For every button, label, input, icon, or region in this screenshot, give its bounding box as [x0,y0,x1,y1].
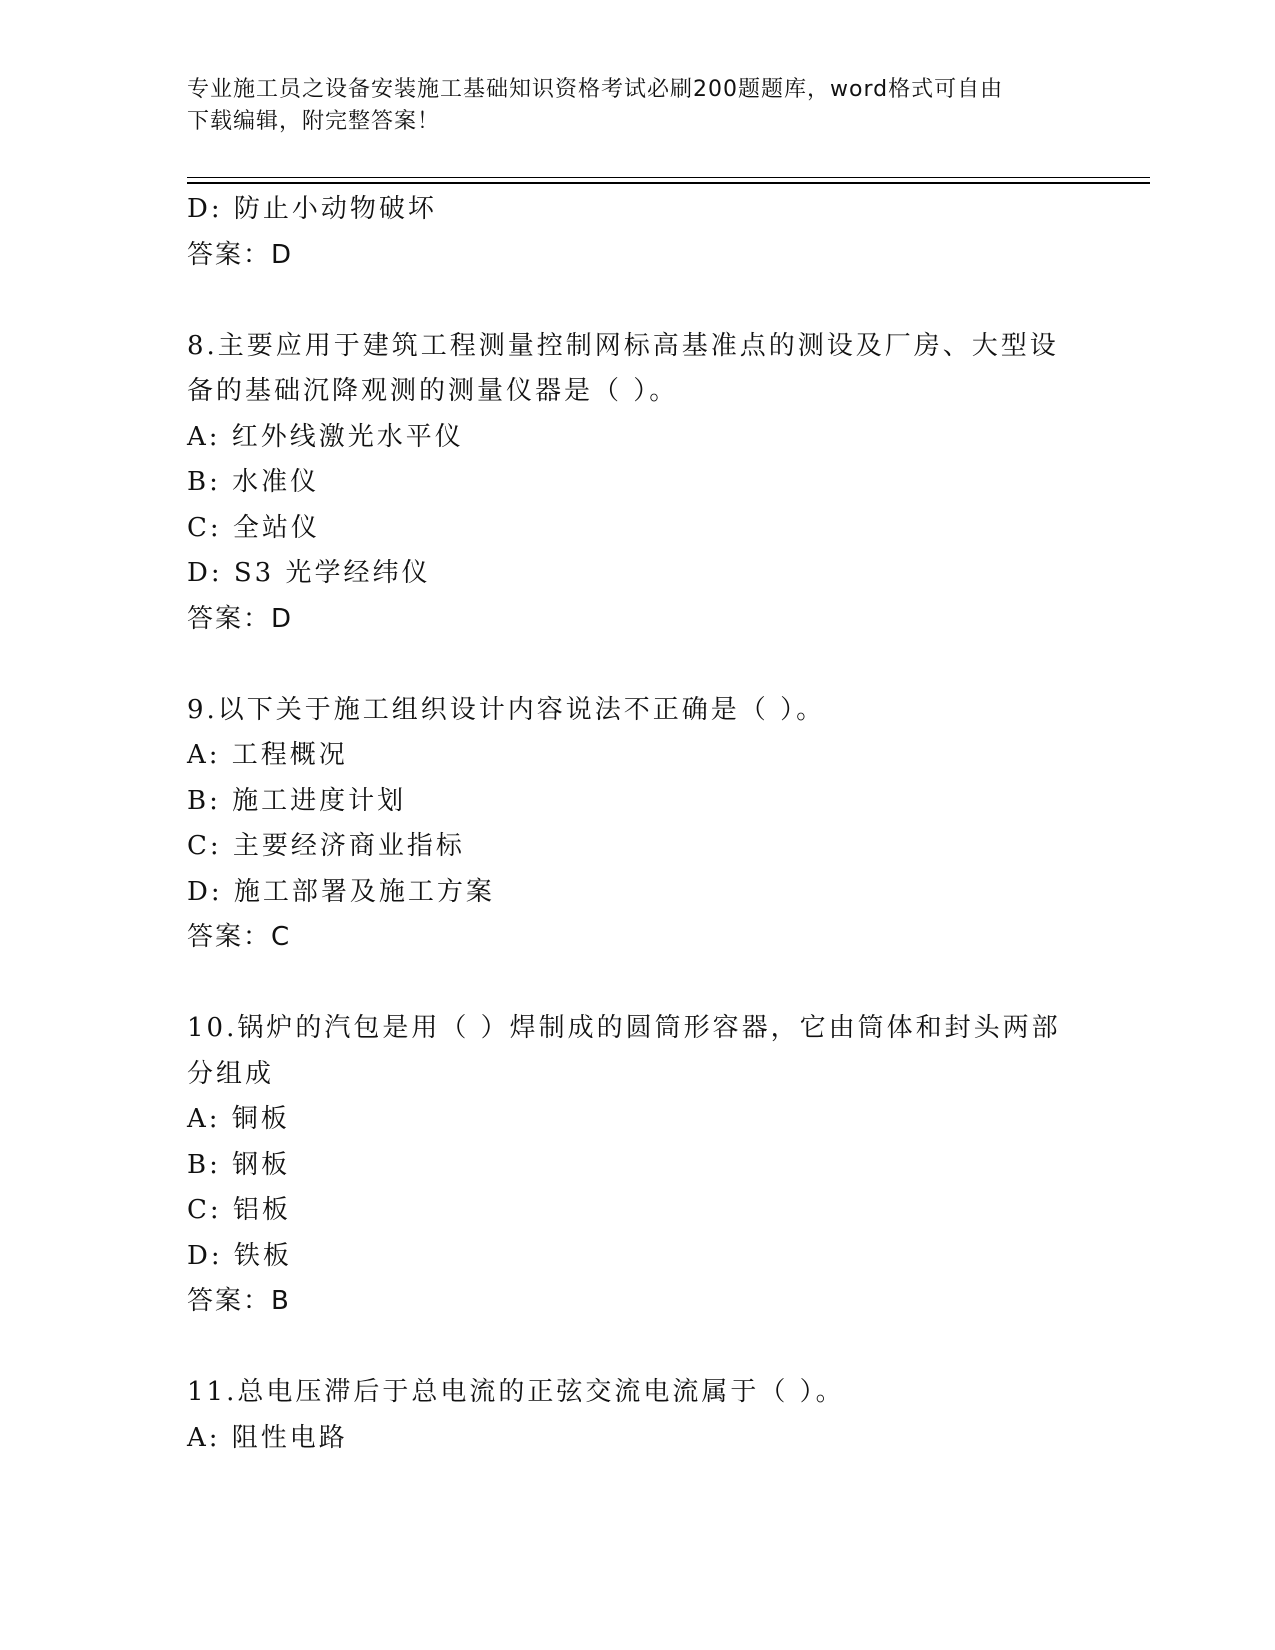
question-list [187,187,1067,1461]
spacer [187,1325,1067,1371]
header-line-1: 专业施工员之设备安装施工基础知识资格考试必刷200题题库，word格式可自由 [187,77,1004,102]
question-stem: 11.总电压滞后于总电流的正弦交流电流属于（ ）。 [187,1377,845,1407]
answer-line: 答案：C [187,922,292,952]
question-11 [187,1370,1067,1461]
option-b: B: 钢板 [187,1149,291,1180]
spacer [187,642,1067,688]
question-stem: 10.锅炉的汽包是用（ ）焊制成的圆筒形容器，它由筒体和封头两部 [187,1013,1061,1043]
answer-line: 答案：D [187,603,294,634]
option-d: D: 防止小动物破坏 [187,194,437,224]
header-divider-thin [187,177,1150,178]
question-stem: 9.以下关于施工组织设计内容说法不正确是（ ）。 [187,694,826,725]
option-a: A: 铜板 [187,1104,290,1134]
option-d: D: 铁板 [187,1240,292,1271]
option-b: B: 水准仪 [187,467,320,497]
question-stem-continued: 备的基础沉降观测的测量仪器是（ ）。 [187,376,679,406]
answer-line: 答案：D [187,239,294,270]
option-c: C: 主要经济商业指标 [187,831,465,861]
question-stem: 8.主要应用于建筑工程测量控制网标高基准点的测设及厂房、大型设 [187,330,1059,361]
option-a: A: 红外线激光水平仪 [187,421,464,452]
spacer [187,278,1067,324]
header-divider-thick [187,182,1150,184]
page-header [187,74,1067,138]
option-a: A: 阻性电路 [187,1422,348,1453]
question-10 [187,1006,1067,1325]
answer-line: 答案：B [187,1286,291,1316]
question-stem-continued: 分组成 [187,1058,275,1089]
question-8 [187,324,1067,643]
spacer [187,961,1067,1007]
question-9 [187,688,1067,961]
option-b: B: 施工进度计划 [187,785,407,816]
header-line-2: 下载编辑，附完整答案！ [187,109,441,134]
option-d: D: S3 光学经纬仪 [187,558,431,588]
option-a: A: 工程概况 [187,740,348,770]
question-7-tail [187,187,1067,278]
option-c: C: 铝板 [187,1195,291,1225]
option-d: D: 施工部署及施工方案 [187,876,495,907]
option-c: C: 全站仪 [187,512,320,543]
